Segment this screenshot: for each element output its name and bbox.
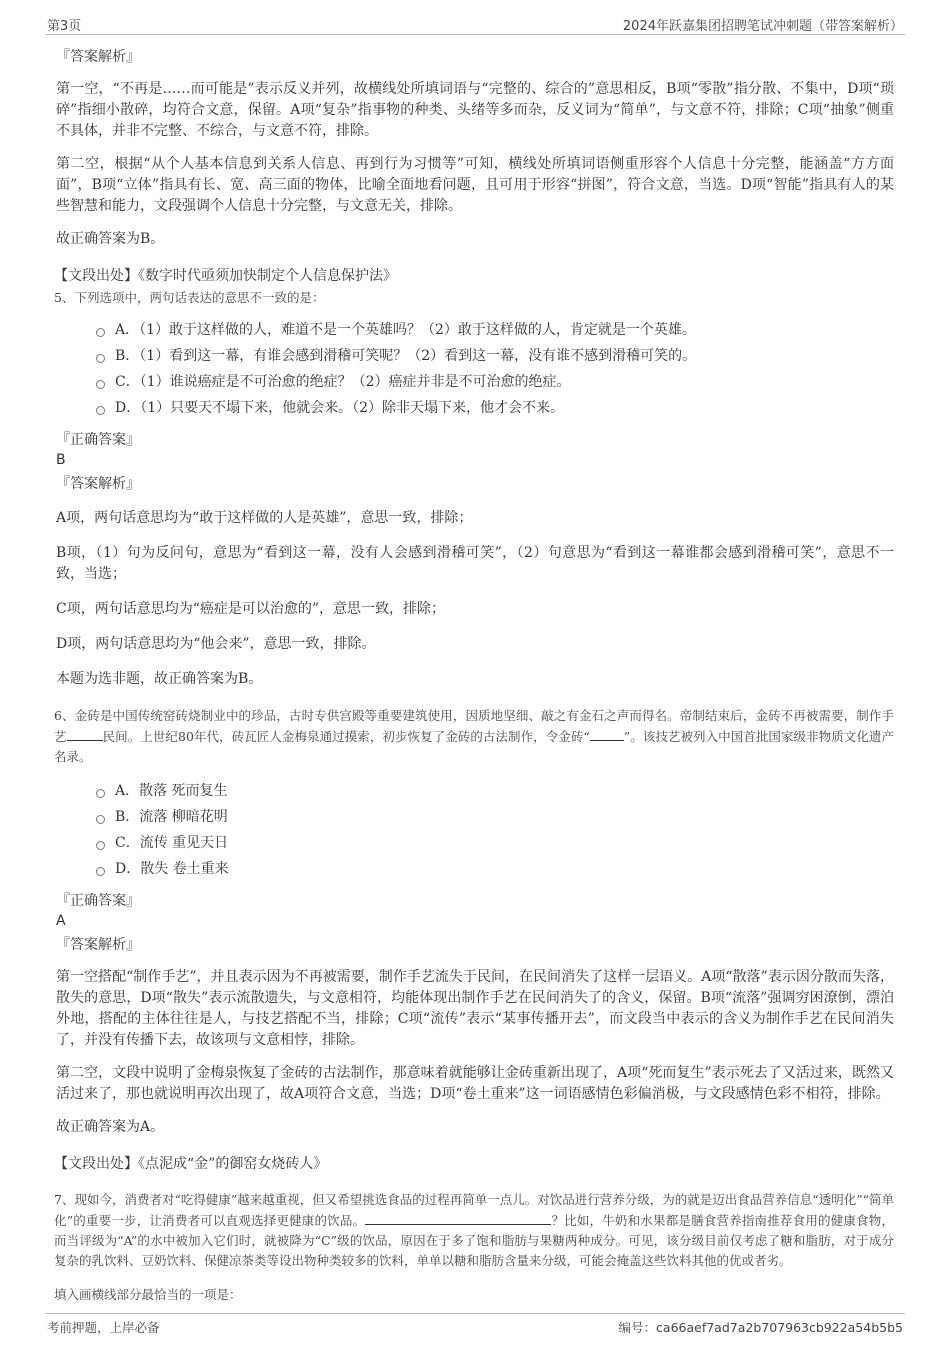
q5-analysis-c: C项，两句话意思均为“癌症是可以治愈的”，意思一致，排除； xyxy=(56,601,446,617)
page-content xyxy=(56,47,894,1313)
q5-stem: 5、下列选项中，两句话表达的意思不一致的是： xyxy=(54,290,325,305)
footer-slogan: 考前押题，上岸必备 xyxy=(47,1320,160,1335)
q5-analysis-conclusion: 本题为选非题，故正确答案为B。 xyxy=(56,671,263,687)
q4-source: 【文段出处】《数字时代亟须加快制定个人信息保护法》 xyxy=(54,268,397,284)
q5-option-d[interactable]: D．（1）只要天不塌下来，他就会来。（2）除非天塌下来，他才会不来。 xyxy=(96,398,894,418)
radio-icon[interactable] xyxy=(96,354,105,363)
q6-option-b[interactable]: B．流落 柳暗花明 xyxy=(96,807,894,827)
q6-options xyxy=(96,781,894,879)
radio-icon[interactable] xyxy=(96,328,105,337)
q5-option-a[interactable]: A．（1）敢于这样做的人，难道不是一个英雄吗？（2）敢于这样做的人，肯定就是一个英雄。 xyxy=(96,320,894,340)
document-title: 2024年跃嘉集团招聘笔试冲刺题（带答案解析） xyxy=(622,19,903,34)
q6-source: 【文段出处】《点泥成“金”的御窑女烧砖人》 xyxy=(54,1156,328,1172)
q5-answer: B xyxy=(56,452,66,468)
fill-blank xyxy=(67,726,103,741)
fill-blank xyxy=(590,726,624,741)
q4-analysis-p2: 第二空，根据“从个人基本信息到关系人信息、再到行为习惯等”可知，横线处所填词语侧重形容个人信息十分完整，能涵盖“方方面面”，B项“立体”指具有长、宽、高三面的物体，比喻全面地看问题，且可用于形容“拼图”，符合文意，当选。D项“智能”指具有人的某些智慧和能力，文段强调个人信息十分完整，与文意无关，排除。 xyxy=(56,156,894,214)
radio-icon[interactable] xyxy=(96,867,105,876)
q5-options xyxy=(96,320,894,418)
q6-option-d[interactable]: D．散失 卷土重来 xyxy=(96,859,894,879)
q5-option-b[interactable]: B．（1）看到这一幕，有谁会感到滑稽可笑呢？（2）看到这一幕，没有谁不感到滑稽可笑的。 xyxy=(96,346,894,366)
page-header xyxy=(45,12,905,35)
q6-option-c[interactable]: C．流传 重见天日 xyxy=(96,833,894,853)
q6-analysis-p1: 第一空搭配“制作手艺”，并且表示因为不再被需要，制作手艺流失于民间，在民间消失了这样一层语义。A项“散落”表示因分散而失落，散失的意思，D项“散失”表示流散遗失，与文意相符，均能体现出制作手艺在民间消失了的含义，保留。B项“流落”强调穷困潦倒，漂泊外地，搭配的主体往往是人，与技艺搭配不当，排除；C项“流传”表示“某事传播开去”，而文段当中表示的含义为制作手艺在民间消失了，并没有传播下去，故该项与文意相悖，排除。 xyxy=(56,969,894,1048)
q6-analysis-p3: 故正确答案为A。 xyxy=(56,1119,165,1135)
q4-analysis-label: 『答案解析』 xyxy=(56,49,140,65)
radio-icon[interactable] xyxy=(96,841,105,850)
fill-blank xyxy=(365,1210,551,1225)
q5-analysis-a: A项，两句话意思均为“敢于这样做的人是英雄”，意思一致，排除； xyxy=(56,510,473,526)
q7-stem: 7、现如今，消费者对“吃得健康”越来越重视，但又希望挑选食品的过程再简单一点儿。对饮品进行营养分级，为的就是迈出食品营养信息“透明化”“简单化”的重要一步，让消费者可以直观选择更健康的饮品。 ？比如，牛奶和水果都是膳食营养指南推荐食用的健康食物，而当评级为“A”的水中被加入它们时，就被降为“C”级的饮品，原因在于多了饱和脂肪与果糖两种成分。可见，该分级目前仅考虑了糖和脂肪，对于成分复杂的乳饮料、豆奶饮料、保健凉茶类等设出物种类较多的饮料，单单以糖和脂肪含量来分级，可能会掩盖这些饮料其他的优或者劣。 xyxy=(54,1192,894,1268)
q6-option-a[interactable]: A．散落 死而复生 xyxy=(96,781,894,801)
q5-analysis-d: D项，两句话意思均为“他会来”，意思一致，排除。 xyxy=(56,636,376,652)
radio-icon[interactable] xyxy=(96,406,105,415)
q5-answer-label: 『正确答案』 xyxy=(56,432,140,448)
radio-icon[interactable] xyxy=(96,815,105,824)
q5-analysis-label: 『答案解析』 xyxy=(56,476,140,492)
q5-option-c[interactable]: C．（1）谁说癌症是不可治愈的绝症？（2）癌症并非是不可治愈的绝症。 xyxy=(96,372,894,392)
q6-analysis-p2: 第二空，文段中说明了金梅泉恢复了金砖的古法制作，那意味着就能够让金砖重新出现了，A项“死而复生”表示死去了又活过来，既然又活过来了，那也就说明再次出现了，故A项符合文意，当选；D项“卷土重来”这一词语感情色彩偏消极，与文段感情色彩不相符，排除。 xyxy=(56,1065,894,1102)
footer-serial: 编号：ca66aef7ad7a2b707963cb922a54b5b5 xyxy=(618,1320,903,1335)
q4-analysis-p3: 故正确答案为B。 xyxy=(56,231,165,247)
q5-analysis-b: B项，（1）句为反问句，意思为“看到这一幕，没有人会感到滑稽可笑”，（2）句意思为“看到这一幕谁都会感到滑稽可笑”，意思不一致，当选； xyxy=(56,545,894,582)
page-footer xyxy=(45,1313,905,1336)
q6-answer-label: 『正确答案』 xyxy=(56,893,140,909)
radio-icon[interactable] xyxy=(96,380,105,389)
q4-analysis-p1: 第一空，“不再是……而可能是”表示反义并列，故横线处所填词语与“完整的、综合的”意思相反，B项“零散”指分散、不集中，D项“琐碎”指细小散碎，均符合文意，保留。A项“复杂”指事物的种类、头绪等多而杂，反义词为“简单”，与文意不符，排除；C项“抽象”侧重不具体，并非不完整、不综合，与文意不符，排除。 xyxy=(56,81,894,139)
q7-prompt: 填入画横线部分最恰当的一项是： xyxy=(54,1287,242,1302)
q6-stem: 6、金砖是中国传统窑砖烧制业中的珍品，古时专供宫殿等重要建筑使用，因质地坚细、敲之有金石之声而得名。帝制结束后，金砖不再被需要，制作手艺 民间。上世纪80年代，砖瓦匠人金梅泉通过摸索，初步恢复了金砖的古法制作，令金砖“ ”。该技艺被列入中国首批国家级非物质文化遗产名录。 xyxy=(54,708,894,764)
q6-answer: A xyxy=(56,913,66,929)
radio-icon[interactable] xyxy=(96,789,105,798)
q6-analysis-label: 『答案解析』 xyxy=(56,937,140,953)
page-number: 第3页 xyxy=(47,19,82,34)
